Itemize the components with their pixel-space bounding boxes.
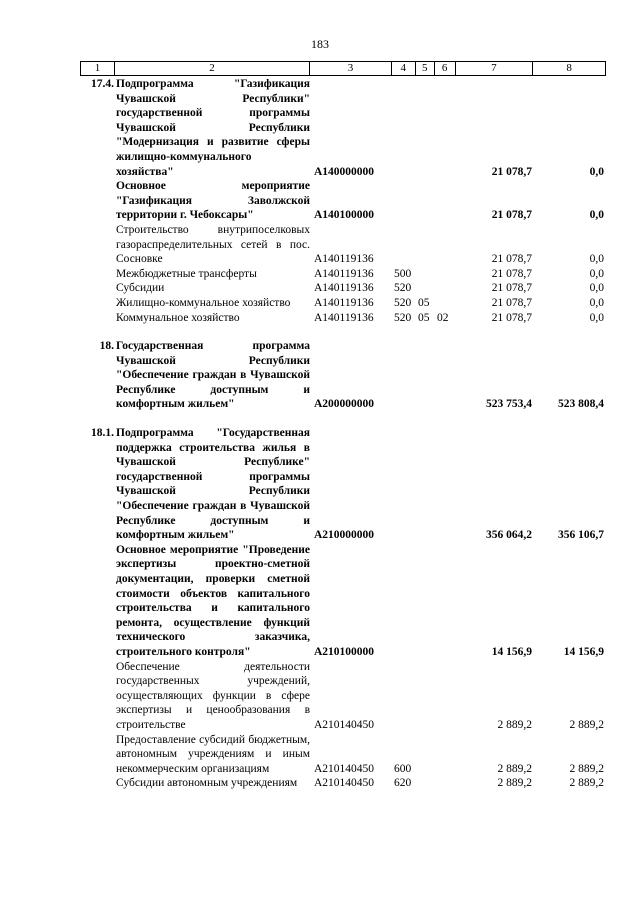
- row-expense-type: 620: [394, 777, 412, 790]
- header-col-7: 7: [456, 62, 534, 75]
- row-target-code: А140000000: [314, 165, 375, 178]
- row-amount-year-1: 2 889,2: [497, 762, 532, 775]
- row-number: 17.4.: [91, 78, 114, 90]
- row-description: Коммунальное хозяйство: [116, 311, 240, 324]
- row-number: 18.1.: [91, 427, 114, 440]
- row-amount-year-1: 2 889,2: [497, 718, 532, 731]
- row-description: Подпрограмма "Государственная поддержка строительства жилья в Чувашской Республике" государственной программы Чувашской Республики "Обеспечение граждан в Чувашской Республике доступным и комфортным жильем": [116, 427, 310, 542]
- row-description: Межбюджетные трансферты: [116, 267, 257, 280]
- row-amount-year-1: 21 078,7: [491, 311, 532, 324]
- table-row: [80, 660, 606, 733]
- row-amount-year-2: 0,0: [589, 165, 604, 178]
- row-amount-year-1: 21 078,7: [491, 209, 532, 222]
- page-number: 183: [311, 37, 329, 51]
- row-target-code: А140119136: [314, 267, 374, 280]
- row-amount-year-2: 356 106,7: [558, 529, 604, 542]
- header-col-5: 5: [416, 62, 435, 75]
- row-amount-year-2: 2 889,2: [569, 777, 604, 790]
- row-target-code: А210140450: [314, 762, 375, 775]
- row-target-code: А140100000: [314, 209, 375, 222]
- row-expense-type: 520: [394, 296, 412, 309]
- row-amount-year-1: 356 064,2: [486, 529, 532, 542]
- row-amount-year-2: 523 808,4: [558, 398, 604, 411]
- header-col-8: 8: [566, 62, 572, 74]
- table-header: [80, 61, 606, 76]
- row-target-code: А140119136: [314, 296, 374, 309]
- row-expense-type: 520: [394, 282, 412, 295]
- row-amount-year-2: 0,0: [589, 311, 604, 324]
- table-row: [80, 733, 606, 777]
- row-expense-type: 500: [394, 267, 412, 280]
- row-description: Подпрограмма "Газификация Чувашской Республики" государственной программы Чувашской Республики "Модернизация и развитие сферы жилищно-коммунального хозяйства": [116, 78, 310, 178]
- row-description: Субсидии автономным учреждениям: [116, 777, 298, 790]
- row-target-code: А210140450: [314, 718, 375, 731]
- row-target-code: А140119136: [314, 282, 374, 295]
- row-amount-year-1: 523 753,4: [486, 398, 532, 411]
- row-amount-year-1: 2 889,2: [497, 777, 532, 790]
- row-amount-year-1: 21 078,7: [491, 296, 532, 309]
- row-target-code: А210000000: [314, 529, 375, 542]
- row-target-code: А210100000: [314, 645, 375, 658]
- row-amount-year-1: 21 078,7: [491, 282, 532, 295]
- row-section: 05: [418, 296, 430, 309]
- table-row: [80, 543, 606, 660]
- table-row: [80, 426, 606, 543]
- row-amount-year-1: 21 078,7: [491, 253, 532, 266]
- row-description: Обеспечение деятельности государственных учреждений, осуществляющих функции в сфере экспертизы и ценообразования в строительстве: [116, 660, 310, 731]
- row-description: Основное мероприятие "Проведение экспертизы проектно-сметной документации, проверки сметной стоимости объектов капитального строительства и капитального ремонта, осуществление функций технического заказчика, строительного контроля": [116, 543, 310, 658]
- row-description: Жилищно-коммунальное хозяйство: [116, 296, 291, 309]
- header-col-3: 3: [310, 62, 392, 75]
- header-col-2: 2: [115, 62, 310, 75]
- row-target-code: А210140450: [314, 777, 375, 790]
- table-row: [80, 296, 606, 311]
- row-number: 18.: [99, 340, 114, 353]
- row-expense-type: 520: [394, 311, 412, 324]
- row-amount-year-2: 0,0: [589, 296, 604, 309]
- row-subsection: 02: [437, 311, 449, 324]
- row-description: Предоставление субсидий бюджетным, автономным учреждениям и иным некоммерческим организациям: [116, 733, 310, 775]
- row-amount-year-2: 2 889,2: [569, 762, 604, 775]
- row-amount-year-2: 0,0: [589, 253, 604, 266]
- row-section: 05: [418, 311, 430, 324]
- table-row: [80, 267, 606, 282]
- row-description: Основное мероприятие "Газификация Заволжской территории г. Чебоксары": [116, 180, 310, 222]
- row-target-code: А200000000: [314, 398, 375, 411]
- header-col-6: 6: [435, 62, 456, 75]
- row-amount-year-2: 0,0: [589, 282, 604, 295]
- header-col-1: 1: [81, 62, 115, 75]
- budget-table-body: [80, 77, 606, 791]
- row-description: Строительство внутрипоселковых газораспределительных сетей в пос. Сосновке: [116, 223, 310, 266]
- row-amount-year-2: 0,0: [589, 209, 604, 222]
- row-amount-year-1: 21 078,7: [491, 267, 532, 280]
- table-row: [80, 281, 606, 296]
- row-expense-type: 600: [394, 762, 412, 775]
- row-target-code: А140119136: [314, 311, 374, 324]
- table-row: [80, 77, 606, 179]
- row-description: Государственная программа Чувашской Республики "Обеспечение граждан в Чувашской Республике доступным и комфортным жильем": [116, 340, 310, 411]
- table-row: [80, 223, 606, 267]
- row-target-code: А140119136: [314, 253, 374, 266]
- header-col-4: 4: [392, 62, 416, 75]
- row-amount-year-1: 21 078,7: [491, 165, 532, 178]
- row-description: Субсидии: [116, 282, 165, 295]
- row-amount-year-1: 14 156,9: [491, 645, 532, 658]
- row-amount-year-2: 2 889,2: [569, 718, 604, 731]
- row-amount-year-2: 0,0: [589, 267, 604, 280]
- table-row: [80, 776, 606, 791]
- table-row: [80, 339, 606, 412]
- row-amount-year-2: 14 156,9: [563, 645, 604, 658]
- table-row: [80, 179, 606, 223]
- table-row: [80, 311, 606, 326]
